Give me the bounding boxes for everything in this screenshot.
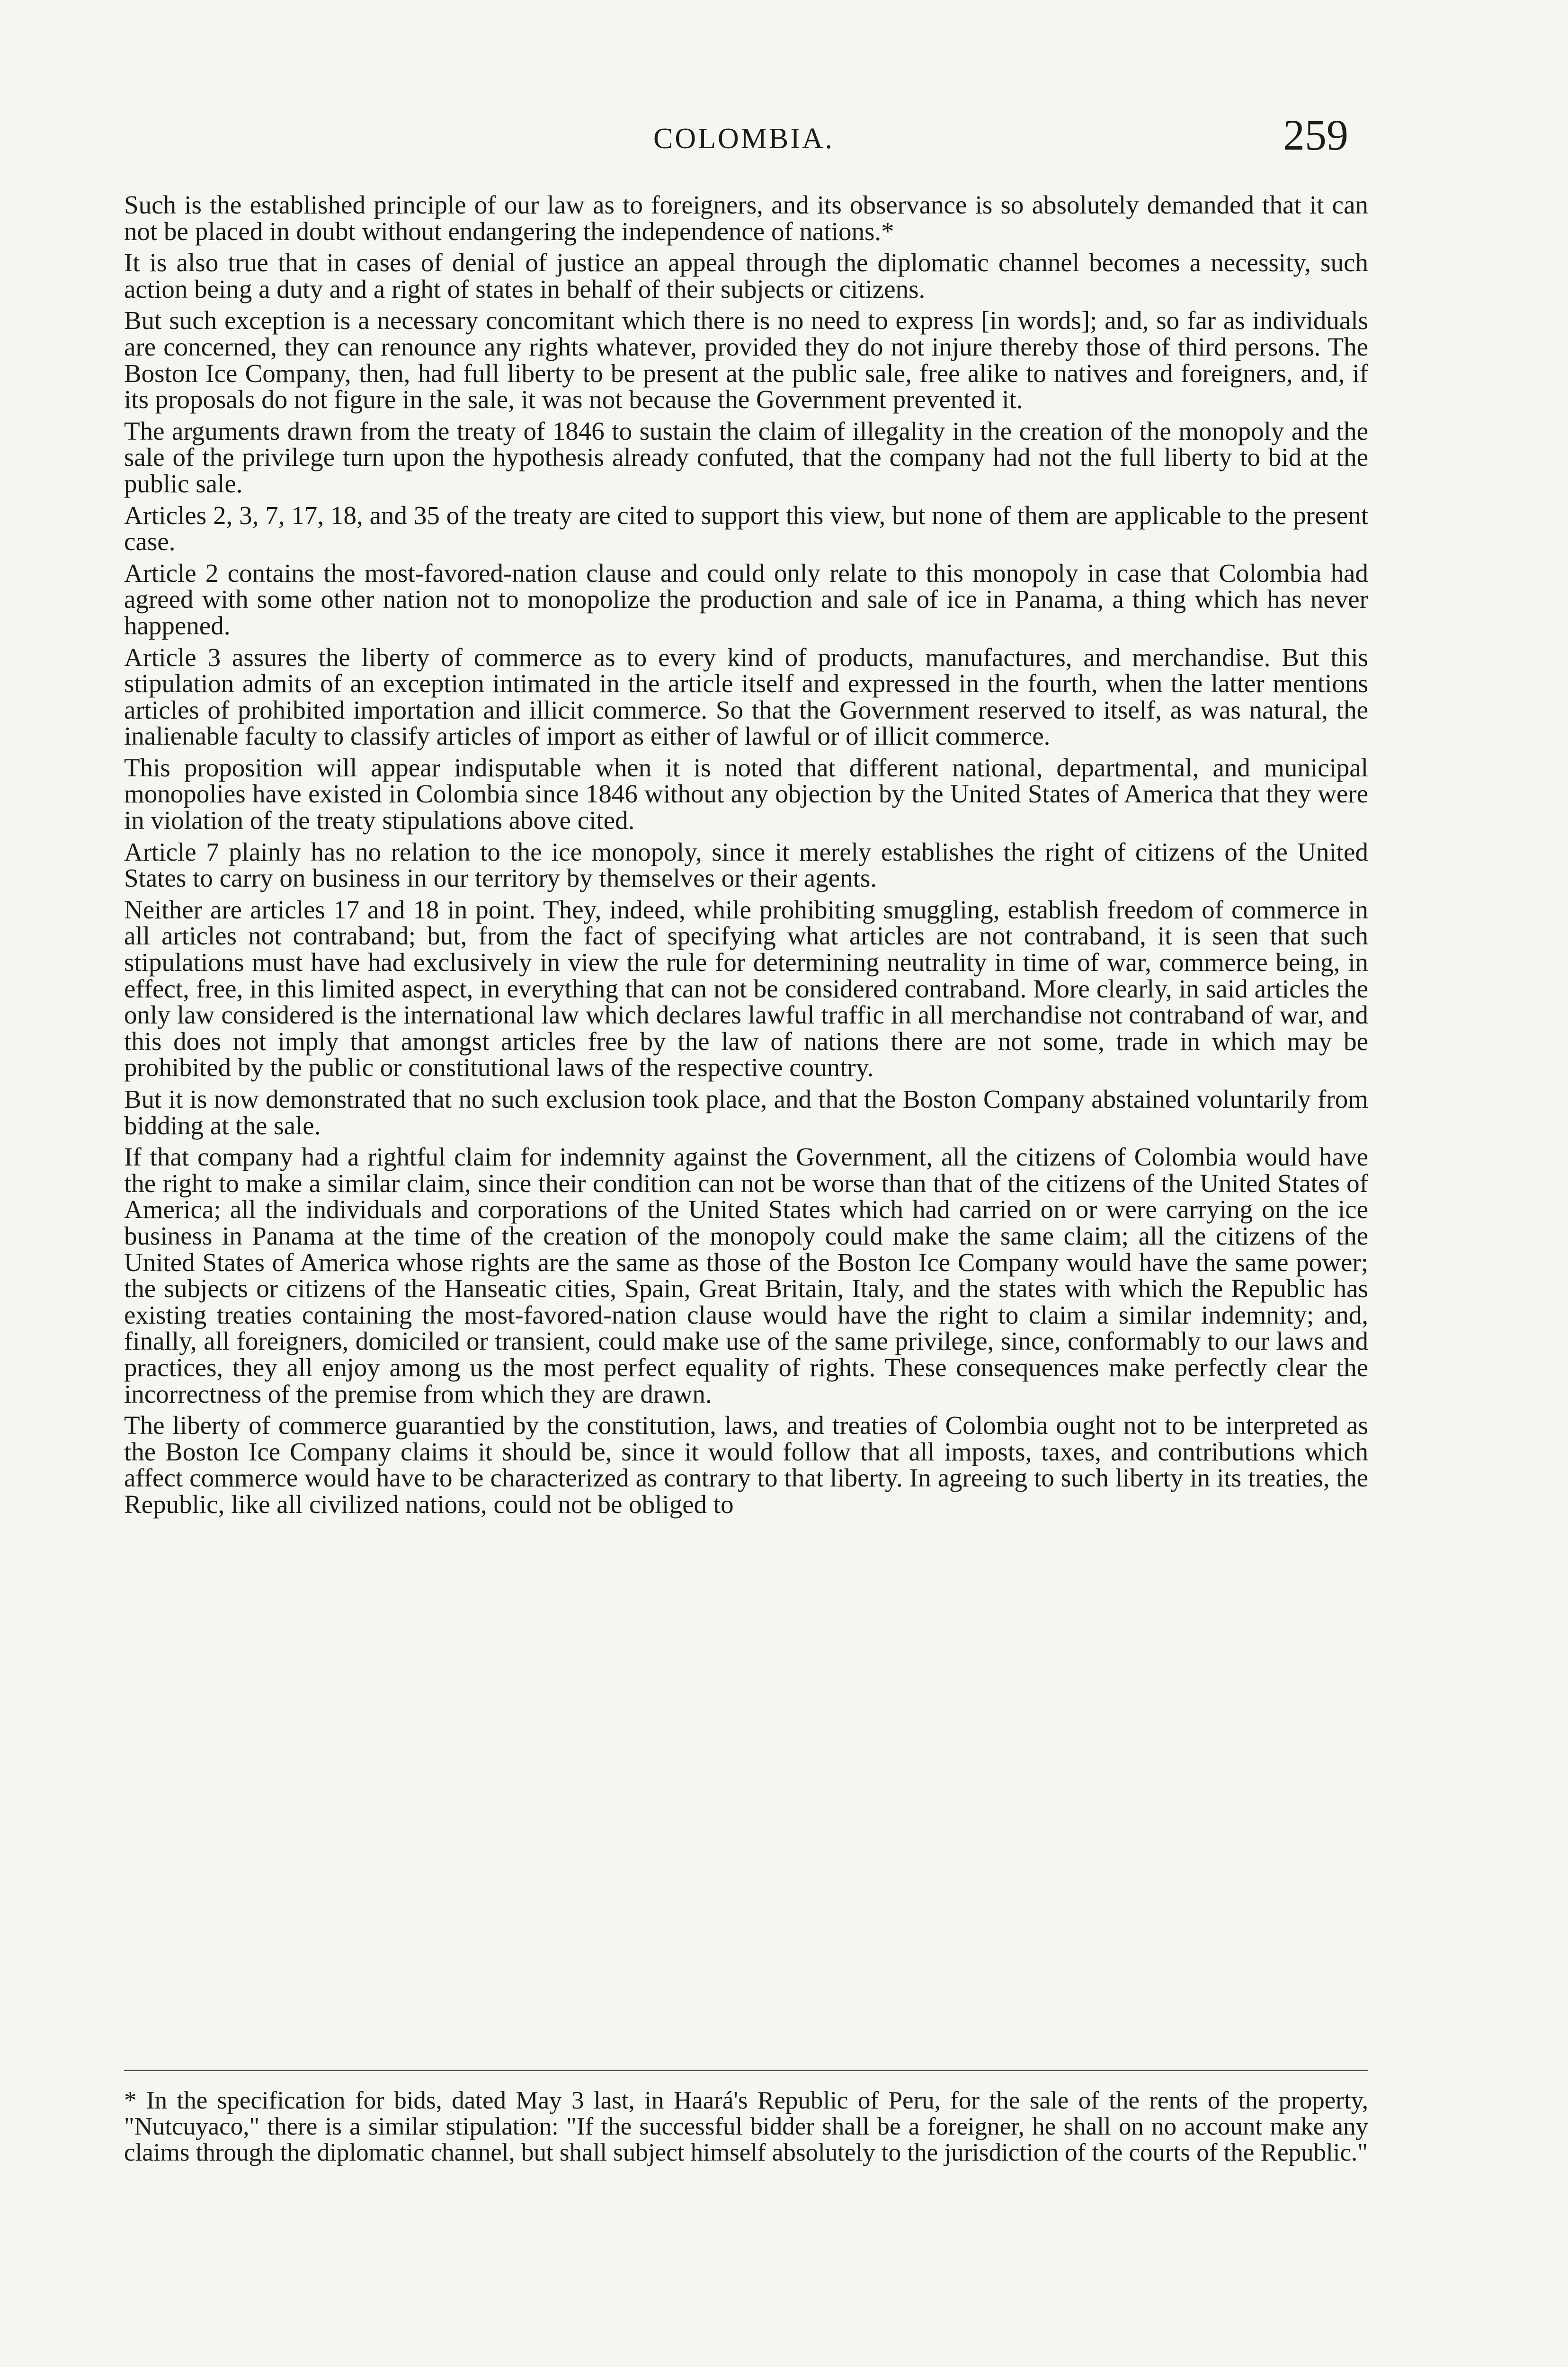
footnote-text: * In the specification for bids, dated May 3 last, in Haará's Republic of Peru, for the sale of the rents of the property, "Nutcuyaco," there is a similar stipulation: "If the successful bidder shall be a foreigner, he shall on no account make any claims through the diplomatic channel, but shall subject himself absolutely to the jurisdiction of the courts of the Republic." <box>124 2087 1368 2166</box>
page-header <box>0 113 1568 169</box>
paragraph: This proposition will appear indisputable when it is noted that different national, departmental, and municipal monopolies have existed in Colombia since 1846 without any objection by the United States of America that they were in violation of the treaty stipulations above cited. <box>124 753 1368 835</box>
footnote-divider <box>124 2070 1368 2071</box>
paragraph: Article 2 contains the most-favored-nation clause and could only relate to this monopoly in case that Colombia had agreed with some other nation not to monopolize the production and sale of ice in Panama, a thing which has never happened. <box>124 558 1368 640</box>
page-number: 259 <box>1283 111 1348 159</box>
running-head: COLOMBIA. <box>653 123 835 155</box>
paragraph: It is also true that in cases of denial of justice an appeal through the diplomatic channel becomes a necessity, such action being a duty and a right of states in behalf of their subjects or citizens. <box>124 248 1368 303</box>
footnote <box>124 2088 1368 2166</box>
body-text <box>124 192 1368 1518</box>
paragraph: Article 3 assures the liberty of commerce as to every kind of products, manufactures, and merchandise. But this stipulation admits of an exception intimated in the article itself and expressed in the fourth, when the latter mentions articles of prohibited importation and illicit commerce. So that the Government reserved to itself, as was natural, the inalienable faculty to classify articles of import as either of lawful or of illicit commerce. <box>124 642 1368 751</box>
paragraph: The liberty of commerce guarantied by the constitution, laws, and treaties of Colombia ought not to be interpreted as the Boston Ice Company claims it should be, since it would follow that all imposts, taxes, and contributions which affect commerce would have to be characterized as contrary to that liberty. In agreeing to such liberty in its treaties, the Republic, like all civilized nations, could not be obliged to <box>124 1411 1368 1519</box>
paragraph: Article 7 plainly has no relation to the ice monopoly, since it merely establishes the right of citizens of the United States to carry on business in our territory by themselves or their agents. <box>124 837 1368 893</box>
paragraph: Such is the established principle of our law as to foreigners, and its observance is so absolutely demanded that it can not be placed in doubt without endangering the independence of nations.* <box>124 190 1368 246</box>
paragraph: The arguments drawn from the treaty of 1846 to sustain the claim of illegality in the creation of the monopoly and the sale of the privilege turn upon the hypothesis already confuted, that the company had not the full liberty to bid at the public sale. <box>124 416 1368 498</box>
paragraph: If that company had a rightful claim for indemnity against the Government, all the citizens of Colombia would have the right to make a similar claim, since their condition can not be worse than that of the citizens of the United States of America; all the individuals and corporations of the United States which had carried on or were carrying on the ice business in Panama at the time of the creation of the monopoly could make the same claim; all the citizens of the United States of America whose rights are the same as those of the Boston Ice Company would have the same power; the subjects or citizens of the Hanseatic cities, Spain, Great Britain, Italy, and the states with which the Republic has existing treaties containing the most-favored-nation clause would have the right to claim a similar indemnity; and, finally, all foreigners, domiciled or transient, could make use of the same privilege, since, conformably to our laws and practices, they all enjoy among us the most perfect equality of rights. These consequences make perfectly clear the incorrectness of the premise from which they are drawn. <box>124 1142 1368 1408</box>
paragraph: But such exception is a necessary concomitant which there is no need to express [in words]; and, so far as individuals are concerned, they can renounce any rights whatever, provided they do not injure thereby those of third persons. The Boston Ice Company, then, had full liberty to be present at the public sale, free alike to natives and foreigners, and, if its proposals do not figure in the sale, it was not because the Government prevented it. <box>124 306 1368 414</box>
paragraph: But it is now demonstrated that no such exclusion took place, and that the Boston Company abstained voluntarily from bidding at the sale. <box>124 1085 1368 1140</box>
paragraph: Neither are articles 17 and 18 in point. They, indeed, while prohibiting smuggling, establish freedom of commerce in all articles not contraband; but, from the fact of specifying what articles are not contraband, it is seen that such stipulations must have had exclusively in view the rule for determining neutrality in time of war, commerce being, in effect, free, in this limited aspect, in everything that can not be considered contraband. More clearly, in said articles the only law considered is the international law which declares lawful traffic in all merchandise not contraband of war, and this does not imply that amongst articles free by the law of nations there are not some, trade in which may be prohibited by the public or constitutional laws of the respective country. <box>124 895 1368 1082</box>
paragraph: Articles 2, 3, 7, 17, 18, and 35 of the treaty are cited to support this view, but none of them are applicable to the present case. <box>124 500 1368 556</box>
